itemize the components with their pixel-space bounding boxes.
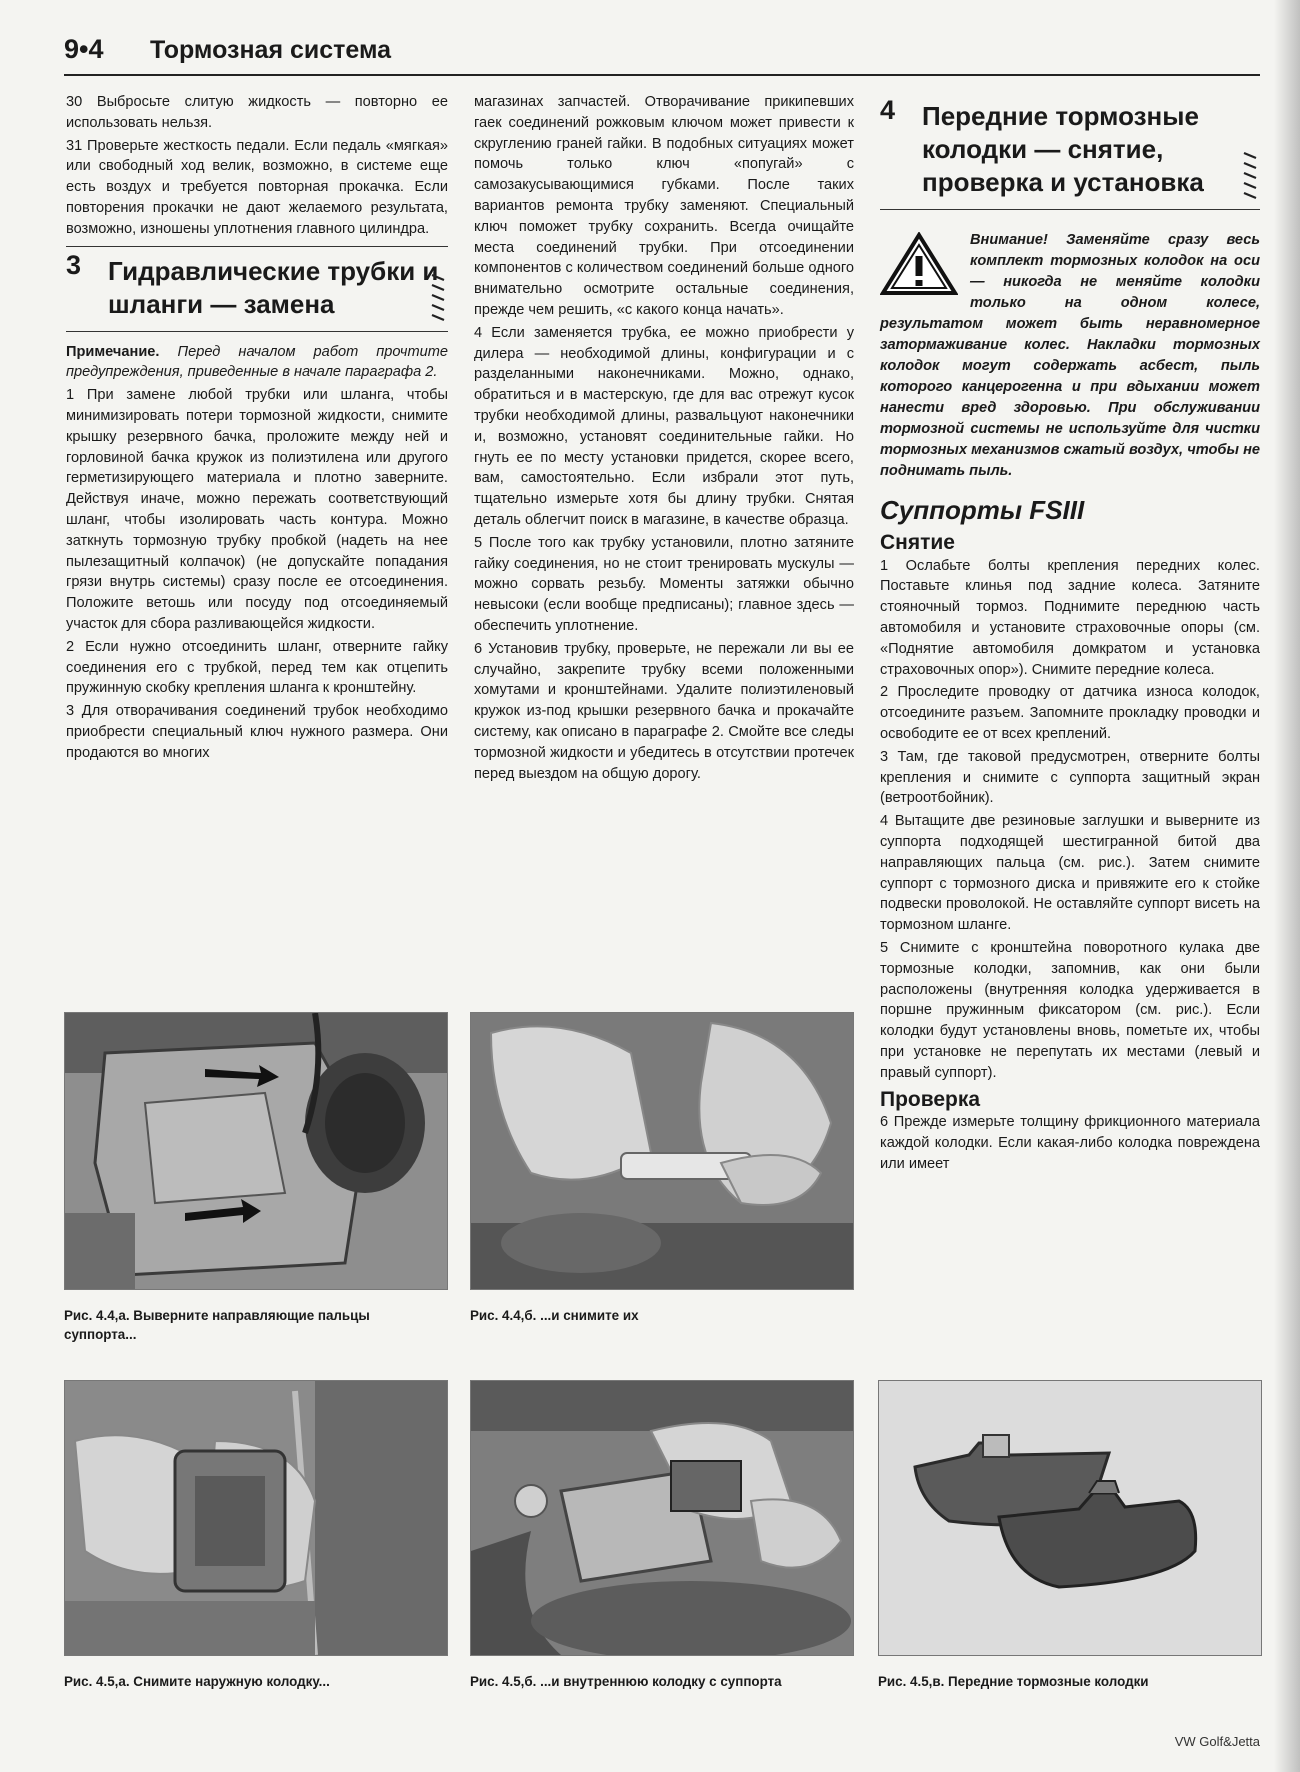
subsection-title: Суппорты FSIII — [880, 495, 1085, 525]
page-edge-shadow — [1274, 0, 1300, 1772]
figure-4-4b-photo — [470, 1012, 854, 1290]
note-label: Примечание. — [66, 343, 160, 360]
check-heading: Проверка — [880, 1087, 981, 1111]
paragraph-3-6: 6 Установив трубку, проверьте, не пережали ли вы ее случайно, закрепите трубку всеми положенными хомутами и кронштейнами. Удалите полиэтиленовый кружок из-под крышки резервного бачка и прокачайте систему, как описано в параграфе 2. Смойте все следы тормозной жидкости и убедитесь в отсутствии протечек перед выездом на общую дорогу. — [474, 640, 854, 782]
paragraph-3-2: 2 Если нужно отсоединить шланг, отверните гайку соединения его с трубкой, перед тем как отцепить пружинную скобку крепления шланга к кронштейну. — [66, 638, 448, 697]
text-column-3 — [880, 95, 1260, 1177]
text-column-2 — [474, 92, 854, 786]
paragraph-4-1: 1 Ослабьте болты крепления передних колес. Поставьте клинья под задние колеса. Затяните стояночный тормоз. Поднимите переднюю часть автомобиля и установите страховочные опоры (см. «Поднятие автомобиля домкратом и установка страховочных опор»). Снимите передние колеса. — [880, 557, 1260, 678]
warning-box — [880, 230, 1260, 482]
section-3-title: Гидравлические трубки и шланги — замена — [108, 255, 439, 319]
figure-4-4a-caption: Рис. 4.4,а. Выверните направляющие пальцы суппорта... — [64, 1308, 370, 1342]
book-footer: VW Golf&Jetta — [1174, 1734, 1260, 1749]
figure-4-5c-photo — [878, 1380, 1262, 1656]
paragraph-3-3-continued: магазинах запчастей. Отворачивание прикипевших гаек соединений рожковым ключом может привести к скруглению граней гайки. В подобных ситуациях может помочь только ключ «попугай» с самозакусывающимися губками. После таких вариантов ремонта трубку заменяют. Специальный ключ поможет трубку сохранить. Всегда очищайте места соединений трубки. При отсоединении компонентов с количеством соединений больше одного внимательно осмотрите остальные соединения, прежде чем решить, «с какого конца начать». — [474, 94, 854, 318]
figure-4-5a-caption: Рис. 4.5,а. Снимите наружную колодку... — [64, 1674, 330, 1689]
section-3-number: 3 — [66, 249, 82, 280]
paragraph-4-4: 4 Вытащите две резиновые заглушки и выверните из суппорта подходящей шестигранной битой два направляющих пальца (см. рис.). Затем снимите суппорт с тормозного диска и привяжите его к стойке подвески проволокой. Не оставляйте суппорт висеть на тормозном шланге. — [880, 813, 1260, 934]
paragraph-3-3: 3 Для отворачивания соединений трубок необходимо приобрести специальный ключ нужного размера. Они продаются во многих — [66, 703, 448, 761]
paragraph-4-3: 3 Там, где таковой предусмотрен, отверните болты крепления и снимите с суппорта защитный экран (ветроотбойник). — [880, 748, 1260, 807]
paragraph-3-5: 5 После того как трубку установили, плотно затяните гайку соединения, но не стоит тренировать мускулы — можно сорвать резьбу. Моменты затяжки обычно невысоки (если вообще предписаны); главное здесь — обеспечить уплотнение. — [474, 534, 854, 634]
figure-4-5a-photo — [64, 1380, 448, 1656]
wrench-difficulty-icon — [428, 271, 448, 323]
section-divider — [66, 246, 448, 247]
section-4-heading — [880, 95, 1260, 210]
paragraph-3-4: 4 Если заменяется трубка, ее можно приобрести у дилера — необходимой длины, конфигурации и с разделанными наконечниками. Можно, однако, обратиться и в мастерскую, где для вас отрежут кусок трубки необходимой длины, развальцуют наконечники и, возможно, установят соединительные гайки. Но гнуть ее по месту установки придется, скорее всего, вам, самостоятельно. Если избрали этот путь, тщательно измерьте хотя бы длину трубки. Снятая деталь облегчит поиск в магазине, в качестве образца. — [474, 324, 854, 528]
paragraph-30: 30 Выбросьте слитую жидкость — повторно ее использовать нельзя. — [66, 94, 448, 131]
page-header — [64, 30, 1260, 76]
chapter-title: Тормозная система — [150, 36, 392, 64]
paragraph-3-1: 1 При замене любой трубки или шланга, чтобы минимизировать потери тормозной жидкости, снимите крышку резервного бачка, проложите между ней и горловиной бачка кружок из полиэтилена или другого герметизирующего материала и плотно заверните. Действуя иначе, можно пережать соответствующий шланг, чтобы изолировать часть контура. Можно заткнуть тормозную трубку пробкой (надеть на нее пылезащитный колпачок) (не допускайте попадания грязи внутрь системы) сразу после ее отсоединения. Положите ветошь или посуду под отсоединяемый участок для сбора разливающейся жидкости. — [66, 387, 448, 632]
figure-4-5b-caption: Рис. 4.5,б. ...и внутреннюю колодку с суппорта — [470, 1674, 782, 1689]
figure-4-5b-photo — [470, 1380, 854, 1656]
paragraph-4-5: 5 Снимите с кронштейна поворотного кулака две тормозные колодки, запомнив, как они были расположены (внутренняя колодка удерживается в поршне пружинным фиксатором (см. рис.). Если колодки будут установлены вновь, пометьте их, чтобы при установке не перепутать их местами (левый и правый суппорт). — [880, 939, 1260, 1081]
paragraph-31: 31 Проверьте жесткость педали. Если педаль «мягкая» или свободный ход велик, возможно, в системе еще есть воздух и требуется повторная прокачка. Если повторения прокачки не дают желаемого результата, возможно, изношены уплотнения главного цилиндра. — [66, 137, 448, 237]
text-column-1 — [66, 92, 448, 766]
section-4-title: Передние тормозные колодки — снятие, проверка и установка — [922, 101, 1204, 197]
paragraph-4-6: 6 Прежде измерьте толщину фрикционного материала каждой колодки. Если какая-либо колодка повреждена или имеет — [880, 1114, 1260, 1172]
section-4-number: 4 — [880, 95, 896, 125]
removal-heading: Снятие — [880, 530, 955, 554]
wrench-difficulty-icon — [1240, 149, 1260, 201]
page-number: 9•4 — [64, 34, 104, 64]
warning-triangle-icon — [880, 232, 958, 296]
note-text: Перед началом работ прочтите предупреждения, приведенные в начале параграфа 2. — [66, 343, 448, 381]
warning-text: Внимание! Заменяйте сразу весь комплект тормозных колодок на оси — никогда не меняйте колодки только на одном колесе, результатом может быть неравномерное затормаживание колес. Накладки тормозных колодок могут содержать асбест, пыль которого канцерогенна и при вдыхании может нанести вред здоровью. При обслуживании тормозной системы не используйте для чистки тормозных механизмов сжатый воздух, чтобы не поднимать пыль. — [880, 232, 1260, 479]
note — [66, 342, 448, 384]
figure-4-4a-photo — [64, 1012, 448, 1290]
section-3-heading — [66, 249, 448, 332]
figure-4-4b-caption: Рис. 4.4,б. ...и снимите их — [470, 1308, 639, 1323]
figure-4-5c-caption: Рис. 4.5,в. Передние тормозные колодки — [878, 1674, 1149, 1689]
paragraph-4-2: 2 Проследите проводку от датчика износа колодок, отсоедините разъем. Запомните прокладку проводки и освободите ее от всех креплений. — [880, 684, 1260, 742]
